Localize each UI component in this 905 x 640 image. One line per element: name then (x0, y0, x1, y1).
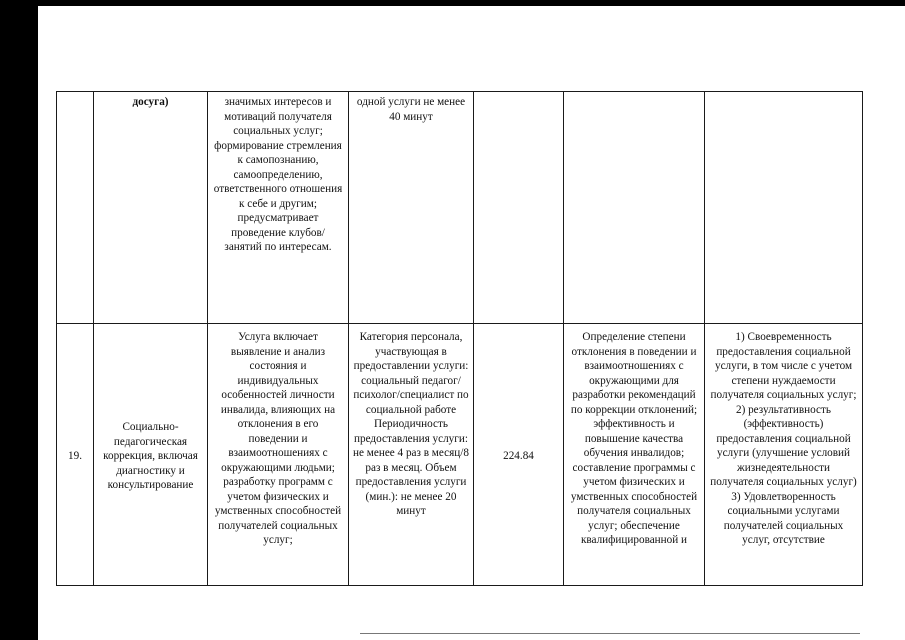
service-price-cell (474, 92, 564, 324)
service-name-cell: досуга) (94, 92, 208, 324)
service-description-cell: Услуга включает выявление и анализ состояния и индивидуальных особенностей личности инвалида, влияющих на отклонения в его поведении и взаимоотношениях с окружающими людьми; разработку программ с учетом физических и умственных способностей получателей социальных услуг; (208, 324, 349, 586)
service-conditions-cell: Категория персонала, участвующая в предоставлении услуги: социальный педагог/психолог/специалист по социальной работе Периодичность предоставления услуги: не менее 4 раз в месяц/8 раз в месяц. Объем предоставления услуги (мин.): не менее 20 минут (349, 324, 474, 586)
scan-top-edge (38, 0, 905, 6)
service-description-cell: значимых интересов и мотиваций получателя социальных услуг; формирование стремления к самопознанию, самоопределению, ответственного отношения к себе и другим; предусматривает проведение клубов/ занятий по интересам. (208, 92, 349, 324)
row-number-cell (57, 92, 94, 324)
service-price-cell: 224.84 (474, 324, 564, 586)
table-row (57, 92, 863, 324)
table-row (57, 324, 863, 586)
service-quality-cell: 1) Своевременность предоставления социальной услуги, в том числе с учетом степени нуждаемости получателя социальных услуг; 2) результативность (эффективность) предоставления социальной услуги (улучшение условий жизнедеятельности получателя социальных услуг) 3) Удовлетворенность социальными услугами получателей социальных услуг, отсутствие (705, 324, 863, 586)
service-conditions-cell: одной услуги не менее 40 минут (349, 92, 474, 324)
service-name-cell: Социально-педагогическая коррекция, включая диагностику и консультирование (94, 324, 208, 586)
service-indicators-cell (564, 92, 705, 324)
service-indicators-cell: Определение степени отклонения в поведении и взаимоотношениях с окружающими для разработки рекомендаций по коррекции отклонений; эффективность и повышение качества обучения инвалидов; составление программы с учетом физических и умственных способностей получателя социальных услуг; обеспечение квалифицированной и (564, 324, 705, 586)
row-number-cell: 19. (57, 324, 94, 586)
page-bottom-line (360, 633, 860, 634)
scan-black-edge (0, 0, 38, 640)
service-quality-cell (705, 92, 863, 324)
services-table (56, 91, 863, 586)
